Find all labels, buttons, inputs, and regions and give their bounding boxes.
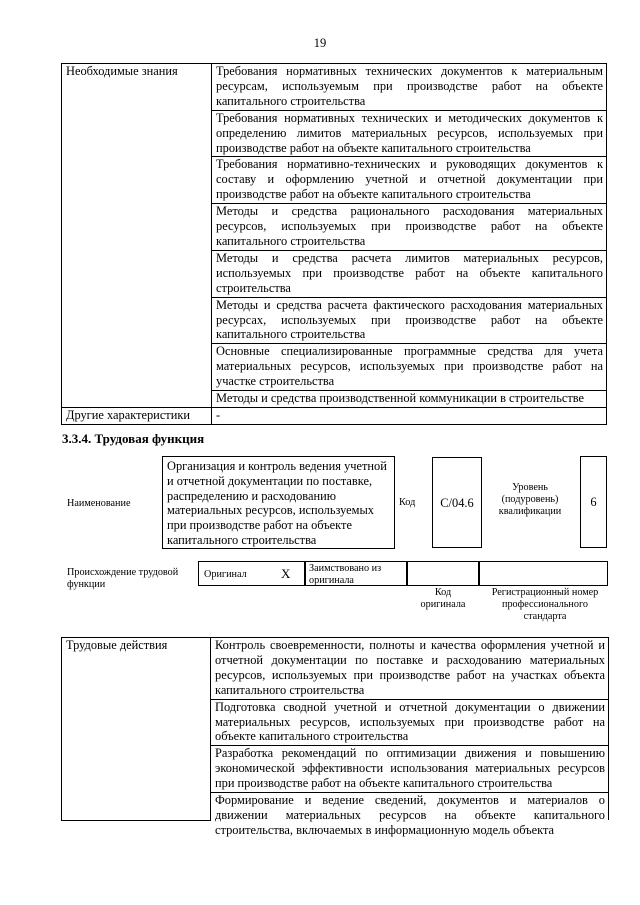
action-item: Разработка рекомендаций по оптимизации движения и повышению экономической эффективности использования материальных ресурсов при производстве работ на объекте капитального строительства [211,746,609,793]
origin-divider [478,561,480,586]
actions-table [61,637,609,837]
code-value: C/04.6 [440,496,474,510]
origin-divider [304,561,306,586]
actions-label: Трудовые действия [62,638,211,821]
function-name-box [162,456,395,549]
borrowed-label: Заимствовано из оригинала [309,563,382,586]
action-item: Подготовка сводной учетной и отчетной документации о движении материальных ресурсов, используемых при производстве работ на объекте капитального строительства [211,699,609,746]
knowledge-item: Методы и средства рационального расходования материальных ресурсов, используемых при производстве работ на объекте капитального строительства [212,204,607,251]
level-label: Уровень (подуровень) квалификации [498,482,562,517]
action-item: Контроль своевременности, полноты и качества оформления учетной и отчетной документации по поставке и расходованию материальных ресурсов, используемых при производстве работ на участках объекта капитального строительства [211,638,609,700]
level-box [580,456,607,548]
knowledge-item: Методы и средства расчета лимитов материальных ресурсов, используемых при производстве работ на объекте капитального строительства [212,250,607,297]
original-label: Оригинал [204,569,247,580]
knowledge-item: Требования нормативных технических документов к материальным ресурсам, используемым при производстве работ на объекте капитального строительства [212,64,607,111]
origin-label: Происхождение трудовой функции [67,567,179,590]
knowledge-item: Требования нормативно-технических и руководящих документов к составу и оформлению учетной и отчетной документации при производстве работ на объекте капитального строительства [212,157,607,204]
action-item-cell [211,793,609,837]
knowledge-label: Необходимые знания [62,64,212,408]
name-label: Наименование [67,498,131,509]
knowledge-table [61,63,607,425]
action-item: Формирование и ведение сведений, документов и материалов о движении материальных ресурсов на объекте капитального строительства, включаемых в информационную модель объекта [215,793,605,837]
knowledge-item: Методы и средства производственной коммуникации в строительстве [212,391,607,408]
page-number: 19 [313,36,327,50]
origin-divider [406,561,408,586]
registration-number-caption: Регистрационный номер профессионального стандарта [491,587,599,622]
knowledge-item: Основные специализированные программные средства для учета материальных ресурсов, используемых при производстве работ на участке строительства [212,344,607,391]
knowledge-item: Методы и средства расчета фактического расходования материальных ресурсах, используемых при производстве работ на объекте капитального строительства [212,297,607,344]
code-original-caption: Код оригинала [420,587,466,610]
original-mark: X [281,566,291,581]
code-label: Код [399,497,416,508]
knowledge-item: Требования нормативных технических и методических документов к определению лимитов материальных ресурсов, используемых при производстве работ на объекте капитального строительства [212,110,607,157]
level-value: 6 [590,495,597,509]
other-characteristics-label: Другие характеристики [62,407,212,424]
code-box [432,457,482,548]
function-name-value: Организация и контроль ведения учетной и отчетной документации по поставке, распределению и расходованию материальных ресурсов, используемых при производстве работ на объекте капитального строительства [167,459,387,547]
other-characteristics-value: - [212,407,607,424]
section-title: 3.3.4. Трудовая функция [62,431,205,446]
